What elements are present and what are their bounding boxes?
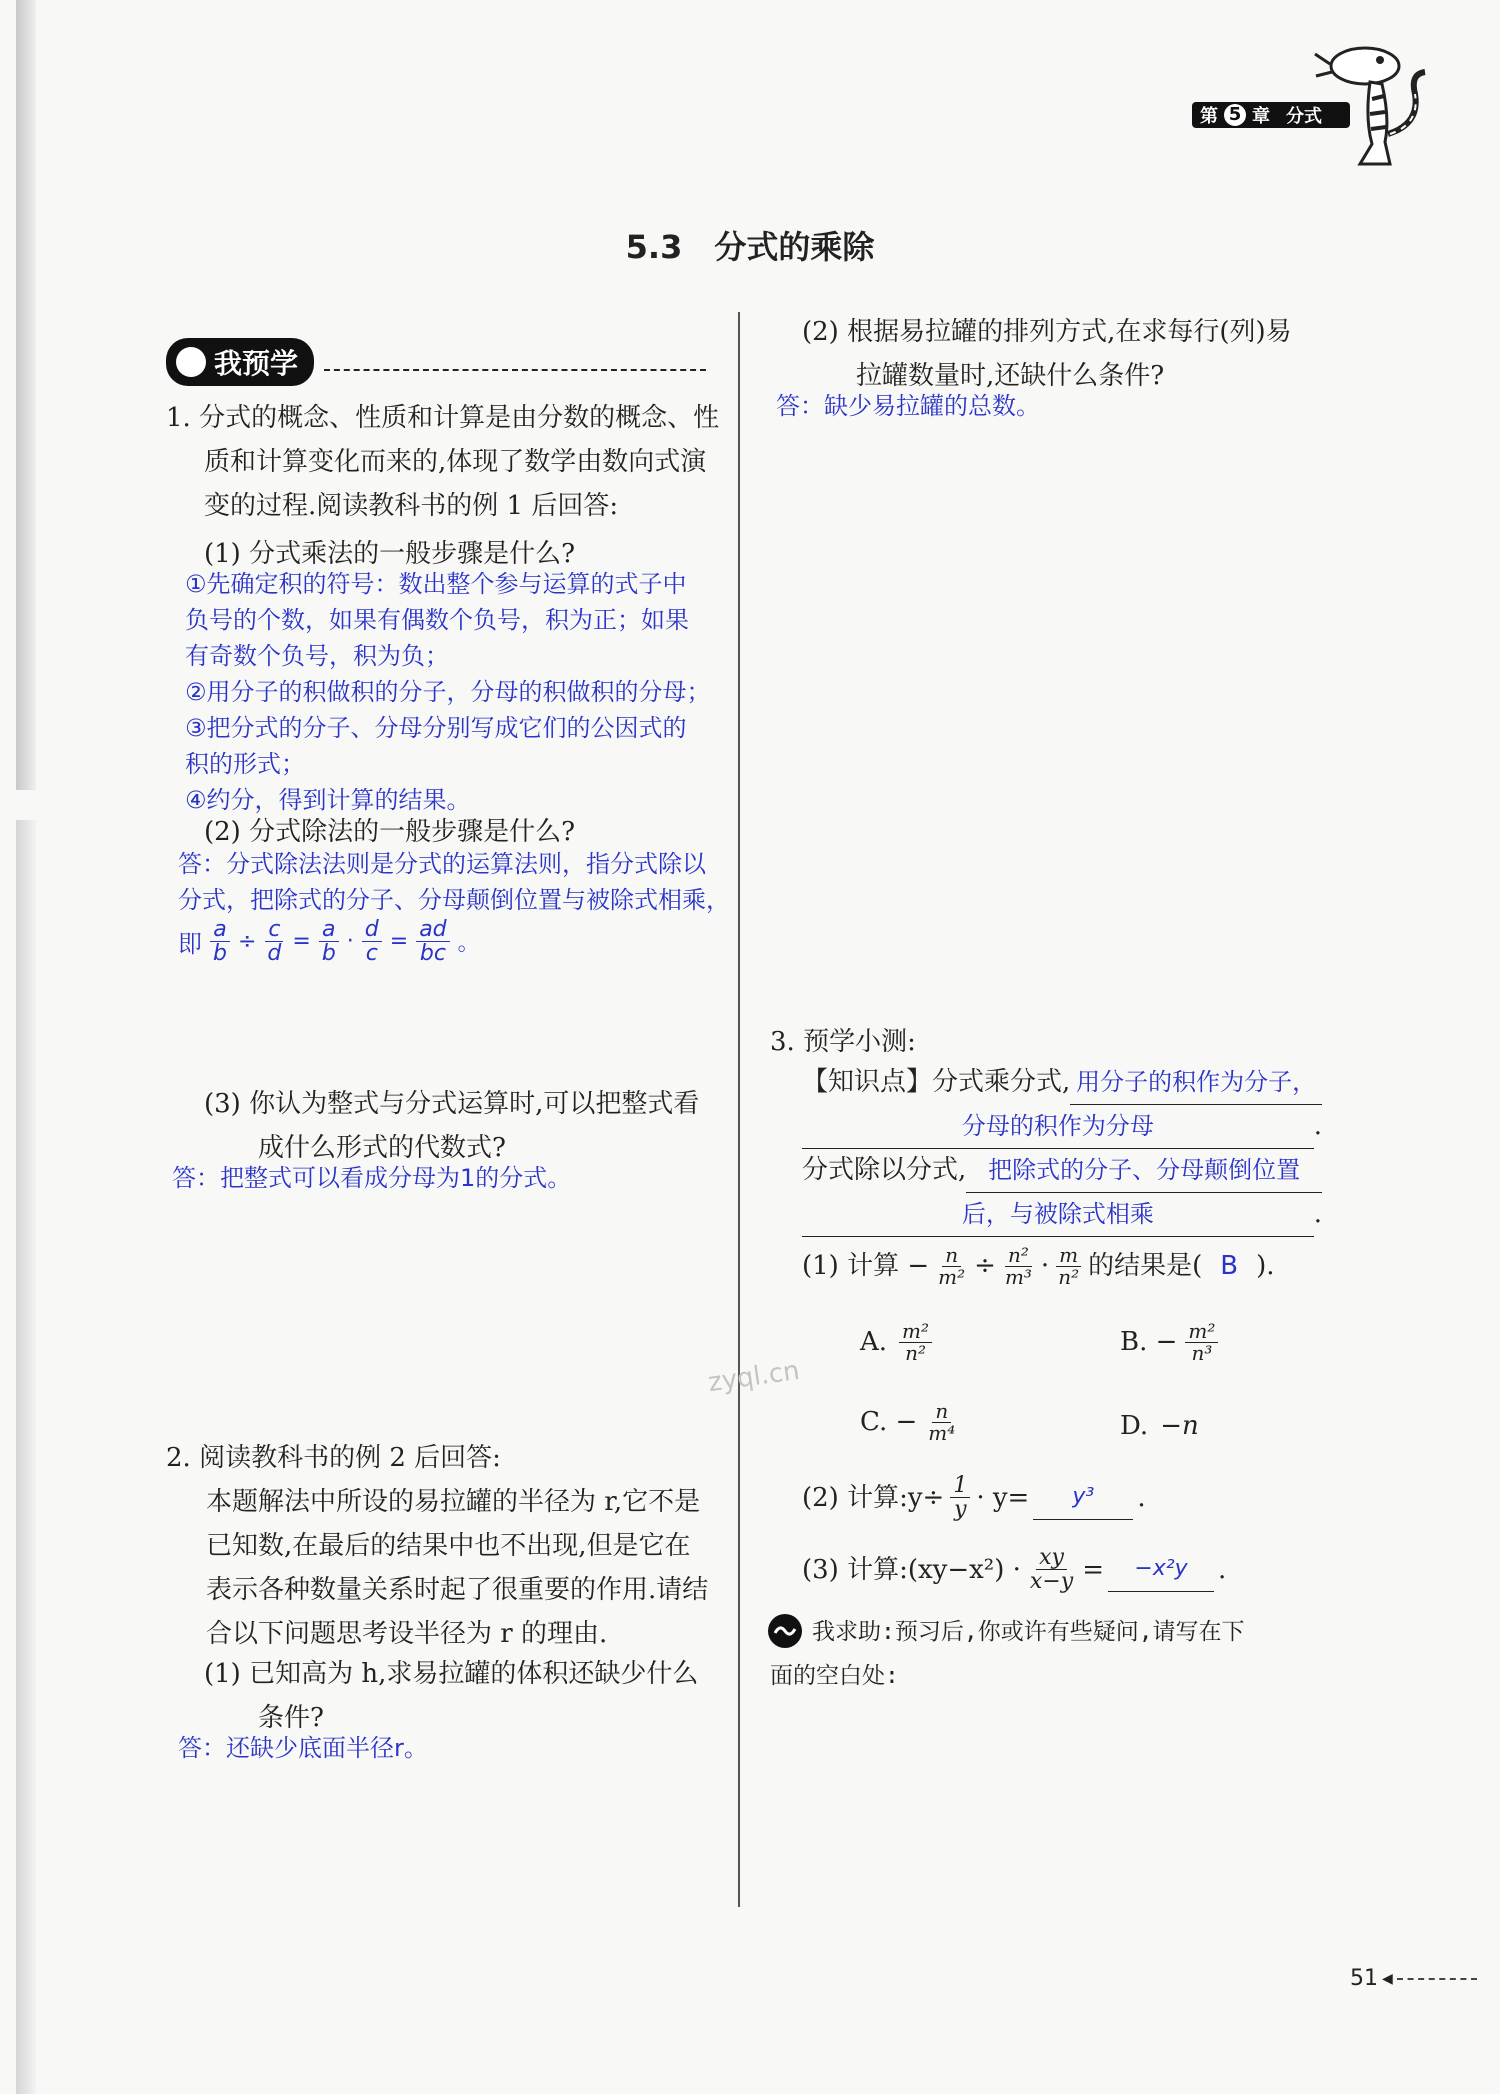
p2-prefix: (2) 计算:y÷ — [802, 1482, 945, 1513]
help-text-2: 面的空白处: — [770, 1663, 899, 1689]
p1-div: ÷ — [974, 1251, 996, 1281]
q2-line: 已知数,在最后的结果中也不出现,但是它在 — [206, 1531, 691, 1561]
div-sign: ÷ — [237, 929, 257, 955]
chapter-number: 5 — [1224, 104, 1246, 126]
q3-title: 3. 预学小测: — [770, 1027, 916, 1057]
div-period: . — [1313, 1199, 1322, 1229]
q2-sub1-line: 条件? — [258, 1703, 324, 1733]
knowledge-point-multiply-2 — [802, 1104, 1322, 1149]
section-header — [166, 338, 706, 386]
div-label: 分式除以分式, — [802, 1155, 967, 1185]
q2-sub2-answer: 答：缺少易拉罐的总数。 — [776, 392, 1040, 420]
p1-close: ). — [1256, 1251, 1275, 1281]
p2-answer: y³ — [1033, 1475, 1133, 1520]
q1-sub3-line: (3) 你认为整式与分式运算时,可以把整式看 — [204, 1089, 700, 1119]
section-badge — [166, 338, 314, 386]
answer-line: ③把分式的分子、分母分别写成它们的公因式的 — [185, 714, 687, 742]
q2-line: 2. 阅读教科书的例 2 后回答: — [166, 1443, 501, 1473]
q1-sub2: (2) 分式除法的一般步骤是什么? — [204, 817, 576, 847]
option-a-fraction: $\frac{\text{m²}}{\text{n²}}$ — [899, 1321, 932, 1364]
kp-answer-2: 分母的积作为分母 — [802, 1104, 1314, 1149]
q2-sub2 — [802, 310, 1342, 398]
p1-prefix: (1) 计算 − — [802, 1251, 930, 1281]
q3-p3 — [802, 1546, 1226, 1593]
q2-line: 本题解法中所设的易拉罐的半径为 r,它不是 — [206, 1487, 701, 1517]
kp-period: . — [1313, 1111, 1322, 1141]
q2-sub1-line: (1) 已知高为 h,求易拉罐的体积还缺少什么 — [204, 1659, 699, 1689]
help-icon — [768, 1614, 802, 1648]
option-c-label: C. − — [860, 1407, 918, 1437]
fraction-ad-over-bc: $\frac{ad}{bc}$ — [416, 918, 449, 965]
answer-line: 分式，把除式的分子、分母颠倒位置与被除式相乘， — [178, 886, 730, 914]
q1-sub1-answer — [185, 566, 745, 818]
kp-answer-1: 用分子的积作为分子， — [1070, 1060, 1322, 1105]
answer-line: 负号的个数，如果有偶数个负号，积为正；如果 — [185, 606, 689, 634]
fraction-a-over-b-2: $\frac{a}{b}$ — [319, 918, 339, 965]
q1-line: 变的过程.阅读教科书的例 1 后回答: — [204, 491, 619, 521]
formula-end: 。 — [457, 931, 480, 957]
q3-p1 — [802, 1244, 1275, 1288]
q1-sub3 — [204, 1082, 744, 1170]
q3-p2 — [802, 1474, 1146, 1521]
fraction-c-over-d: $\frac{c}{d}$ — [264, 918, 284, 965]
answer-line: 有奇数个负号，积为负； — [185, 642, 449, 670]
kp-label: 【知识点】分式乘分式, — [802, 1067, 1071, 1097]
q2-sub2-line: 拉罐数量时,还缺什么条件? — [856, 361, 1165, 391]
q2-sub2-line: (2) 根据易拉罐的排列方式,在求每行(列)易 — [802, 317, 1292, 347]
section-badge-label: 我预学 — [214, 347, 299, 380]
q2-line: 表示各种数量关系时起了很重要的作用.请结 — [206, 1575, 709, 1605]
q1-line: 1. 分式的概念、性质和计算是由分数的概念、性 — [166, 403, 720, 433]
knowledge-point-divide-2 — [802, 1192, 1322, 1237]
tiger-mascot-icon — [1310, 24, 1435, 174]
div-answer-1: 把除式的分子、分母颠倒位置 — [966, 1148, 1322, 1193]
formula-prefix: 即 — [178, 930, 202, 959]
eq-sign-2: = — [389, 929, 409, 955]
q1-sub2-answer — [178, 846, 758, 918]
option-d-label: D. — [1120, 1411, 1149, 1441]
page-number-dots — [1397, 1978, 1477, 1980]
knowledge-point-multiply — [802, 1060, 1322, 1105]
option-b-label: B. − — [1120, 1327, 1178, 1357]
chapter-suffix: 章 — [1252, 106, 1270, 127]
q2-line: 合以下问题思考设半径为 r 的理由. — [206, 1619, 608, 1649]
q1-sub1: (1) 分式乘法的一般步骤是什么? — [204, 539, 576, 569]
p1-answer: B — [1220, 1251, 1239, 1281]
answer-line: 答：分式除法法则是分式的运算法则，指分式除以 — [178, 850, 706, 878]
arrow-left-icon: ◀ — [1382, 1970, 1393, 1987]
dot-sign: · — [346, 929, 354, 955]
eq-sign: = — [292, 929, 311, 955]
help-line: 我求助:预习后,你或许有些疑问,请写在下 — [812, 1619, 1245, 1645]
help-text — [812, 1610, 1332, 1654]
p1-suffix: 的结果是( — [1088, 1251, 1203, 1281]
p2-end: . — [1137, 1482, 1146, 1513]
answer-line: ①先确定积的符号：数出整个参与运算的式子中 — [185, 570, 687, 598]
fraction-xy-over-x-minus-y: $\frac{xy}{x-y}$ — [1029, 1545, 1074, 1595]
chapter-title: 分式 — [1286, 106, 1322, 127]
binder-edge-bottom — [16, 820, 36, 2094]
q1-sub3-answer: 答：把整式可以看成分母为1的分式。 — [172, 1164, 572, 1192]
fraction-n2-over-m3: $\frac{\text{n²}}{\text{m³}}$ — [1004, 1242, 1032, 1289]
fraction-a-over-b: $\frac{a}{b}$ — [210, 918, 230, 965]
q1-text — [166, 396, 726, 528]
option-b — [1120, 1320, 1220, 1364]
q1-line: 质和计算变化而来的,体现了数学由数向式演 — [204, 447, 707, 477]
q2-sub1 — [204, 1652, 744, 1740]
page-number: 51 — [1350, 1966, 1378, 1991]
option-d — [1120, 1404, 1199, 1448]
page-title: 5.3 分式的乘除 — [625, 228, 875, 266]
option-d-value: −n — [1160, 1411, 1199, 1441]
p2-mid: · y= — [976, 1482, 1030, 1513]
p3-answer: −x²y — [1108, 1547, 1214, 1592]
answer-line: ②用分子的积做积的分子，分母的积做积的分母； — [185, 678, 711, 706]
p1-dot: · — [1040, 1251, 1050, 1281]
fraction-m-over-n2: $\frac{m}{\text{n²}}$ — [1055, 1245, 1082, 1288]
option-c — [860, 1400, 960, 1444]
answer-line: 积的形式； — [185, 750, 305, 778]
option-c-fraction: $\frac{n}{\text{m⁴}}$ — [928, 1398, 956, 1445]
fraction-d-over-c: $\frac{d}{c}$ — [362, 918, 382, 965]
section-dashed-rule — [324, 369, 706, 371]
div-answer-2: 后，与被除式相乘 — [802, 1192, 1314, 1237]
option-a — [860, 1320, 934, 1364]
q2-sub1-answer: 答：还缺少底面半径r。 — [178, 1734, 428, 1762]
preview-icon — [176, 347, 206, 377]
chapter-prefix: 第 — [1200, 106, 1218, 127]
fraction-1-over-y: $\frac{1}{y}$ — [950, 1474, 970, 1521]
division-formula — [178, 918, 480, 965]
answer-line: ④约分，得到计算的结果。 — [185, 786, 471, 814]
p3-eq: = — [1082, 1554, 1104, 1585]
page-number-block — [1350, 1966, 1477, 1991]
binder-edge-top — [16, 0, 36, 790]
fraction-n-over-m2: $\frac{n}{\text{m²}}$ — [938, 1242, 966, 1289]
knowledge-point-divide — [802, 1148, 1322, 1193]
p3-prefix: (3) 计算:(xy−x²) · — [802, 1554, 1021, 1585]
p3-end: . — [1217, 1554, 1227, 1585]
option-b-fraction: $\frac{\text{m²}}{\text{n³}}$ — [1185, 1321, 1218, 1364]
q1-sub3-line: 成什么形式的代数式? — [258, 1133, 506, 1163]
option-a-label: A. — [860, 1327, 888, 1357]
watermark: zyql.cn — [706, 1355, 802, 1399]
q2-text — [166, 1436, 726, 1656]
